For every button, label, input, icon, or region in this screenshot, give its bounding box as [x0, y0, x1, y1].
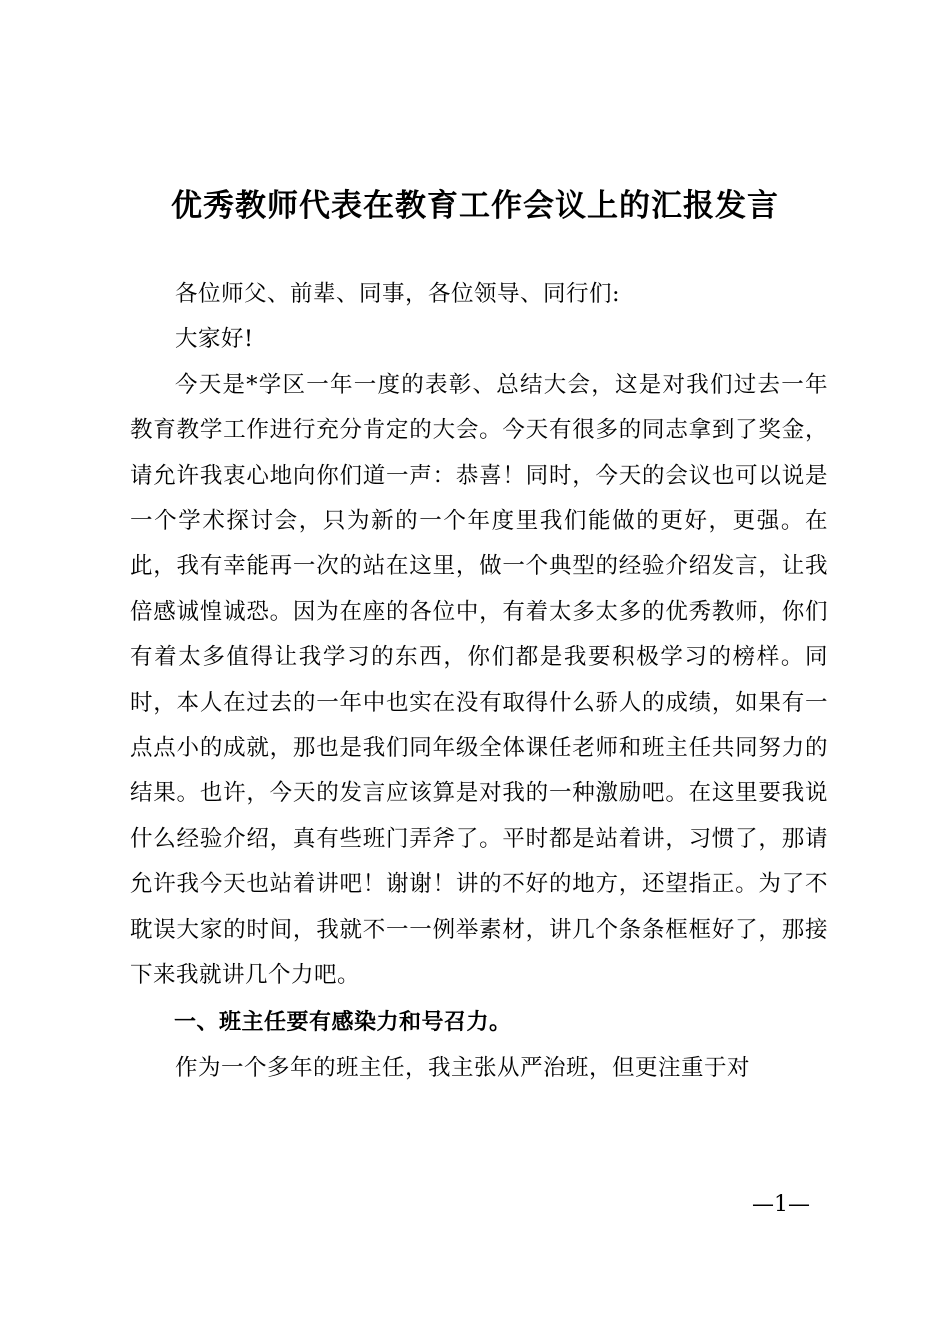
- salutation-paragraph: 各位师父、前辈、同事，各位领导、同行们:: [175, 281, 621, 307]
- intro-paragraph: 今天是*学区一年一度的表彰、总结大会，这是对我们过去一年教育教学工作进行充分肯定的大会。今天有很多的同志拿到了奖金，请允许我衷心地向你们道一声：恭喜！同时，今天的会议也可以说是一个学术探讨会，只为新的一个年度里我们能做的更好，更强。在此，我有幸能再一次的站在这里，做一个典型的经验介绍发言，让我倍感诚惶诚恐。因为在座的各位中，有着太多太多的优秀教师，你们有着太多值得让我学习的东西，你们都是我要积极学习的榜样。同时，本人在过去的一年中也实在没有取得什么骄人的成绩，如果有一点点小的成就，那也是我们同年级全体课任老师和班主任共同努力的结果。也许，今天的发言应该算是对我的一种激励吧。在这里要我说什么经验介绍，真有些班门弄斧了。平时都是站着讲，习惯了，那请允许我今天也站着讲吧！谢谢！讲的不好的地方，还望指正。为了不耽误大家的时间，我就不一一例举素材，讲几个条条框框好了，那接下来我就讲几个力吧。: [130, 371, 828, 989]
- page-number: —1—: [752, 1192, 810, 1217]
- section-1-paragraph: 作为一个多年的班主任，我主张从严治班，但更注重于对: [175, 1054, 751, 1081]
- document-title: 优秀教师代表在教育工作会议上的汇报发言: [171, 188, 779, 224]
- document-body: [130, 272, 828, 1091]
- section-heading-1: 一、班主任要有感染力和号召力。: [174, 1009, 512, 1035]
- greeting-paragraph: 大家好!: [175, 326, 254, 353]
